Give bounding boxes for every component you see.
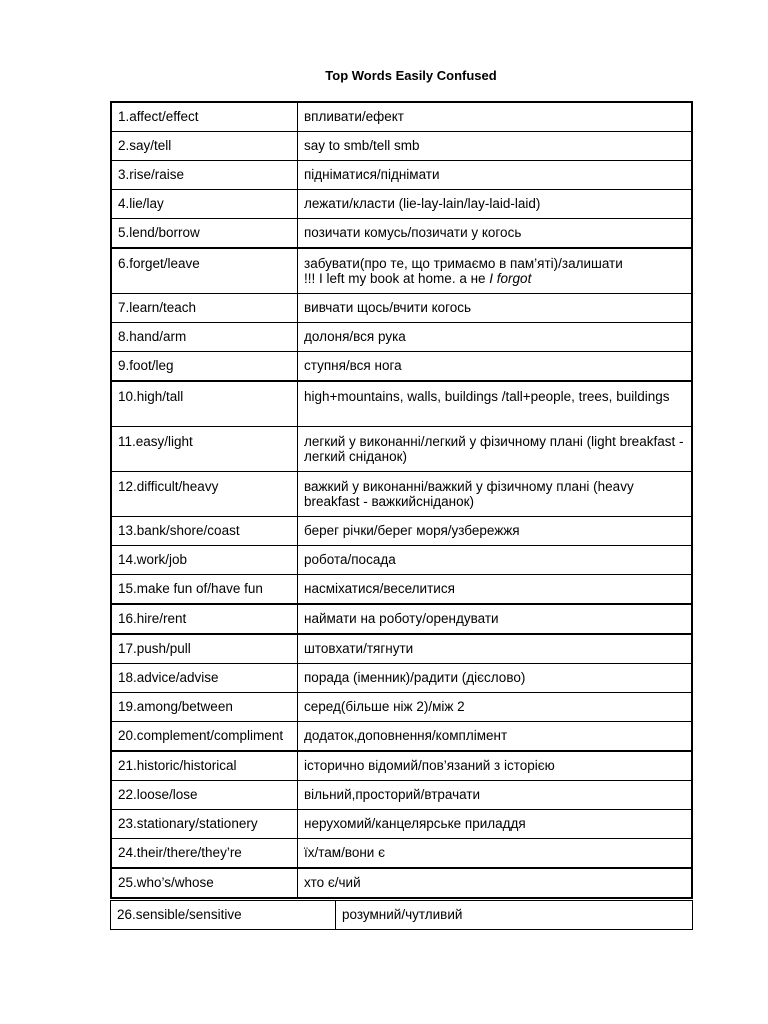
translation-cell: лежати/класти (lie-lay-lain/lay-laid-laid) <box>298 190 693 219</box>
word-cell: 3.rise/raise <box>111 161 298 190</box>
table-row <box>111 427 692 472</box>
translation-cell: high+mountains, walls, buildings /tall+people, trees, buildings <box>298 381 693 427</box>
translation-cell: берег річки/берег моря/узбережжя <box>298 517 693 546</box>
translation-cell: нерухомий/канцелярське приладдя <box>298 810 693 839</box>
word-cell: 19.among/between <box>111 693 298 722</box>
word-cell: 21.historic/historical <box>111 751 298 781</box>
table-row <box>111 781 692 810</box>
word-cell: 13.bank/shore/coast <box>111 517 298 546</box>
word-cell: 2.say/tell <box>111 132 298 161</box>
table-row <box>111 722 692 752</box>
translation-cell: вільний,просторий/втрачати <box>298 781 693 810</box>
table-row <box>111 472 692 517</box>
translation-cell: розумний/чутливий <box>336 901 693 930</box>
word-cell: 5.lend/borrow <box>111 219 298 249</box>
word-cell: 17.push/pull <box>111 634 298 664</box>
table-row <box>111 575 692 605</box>
table-row <box>111 839 692 869</box>
table-row <box>111 664 692 693</box>
word-cell: 25.who’s/whose <box>111 868 298 898</box>
word-cell: 12.difficult/heavy <box>111 472 298 517</box>
translation-cell: насміхатися/веселитися <box>298 575 693 605</box>
word-cell: 23.stationary/stationery <box>111 810 298 839</box>
table-row <box>111 517 692 546</box>
table-row <box>111 102 692 132</box>
words-table <box>110 101 693 899</box>
table-row <box>111 868 692 898</box>
word-cell: 26.sensible/sensitive <box>111 901 336 930</box>
translation-cell: позичати комусь/позичати у когось <box>298 219 693 249</box>
translation-cell: робота/посада <box>298 546 693 575</box>
table-row <box>111 901 693 930</box>
word-cell: 8.hand/arm <box>111 323 298 352</box>
translation-cell: штовхати/тягнути <box>298 634 693 664</box>
translation-cell: впливати/ефект <box>298 102 693 132</box>
table-row <box>111 323 692 352</box>
table-row <box>111 219 692 249</box>
document-title: Top Words Easily Confused <box>325 68 497 83</box>
word-cell: 7.learn/teach <box>111 294 298 323</box>
table-row <box>111 810 692 839</box>
translation-cell: важкий у виконанні/важкий у фізичному плані (heavy breakfast - важкийсніданок) <box>298 472 693 517</box>
table-row <box>111 381 692 427</box>
table-row <box>111 161 692 190</box>
translation-cell: долоня/вся рука <box>298 323 693 352</box>
table-row <box>111 248 692 294</box>
table-row <box>111 604 692 634</box>
word-cell: 14.work/job <box>111 546 298 575</box>
table-row <box>111 546 692 575</box>
translation-cell: легкий у виконанні/легкий у фізичному плані (light breakfast - легкий сніданок) <box>298 427 693 472</box>
word-cell: 1.affect/effect <box>111 102 298 132</box>
word-cell: 24.their/there/they’re <box>111 839 298 869</box>
translation-cell: хто є/чий <box>298 868 693 898</box>
translation-cell: історично відомий/пов’язаний з історією <box>298 751 693 781</box>
word-cell: 15.make fun of/have fun <box>111 575 298 605</box>
translation-cell: їх/там/вони є <box>298 839 693 869</box>
table-row <box>111 352 692 382</box>
word-cell: 11.easy/light <box>111 427 298 472</box>
table-row <box>111 751 692 781</box>
table-row <box>111 693 692 722</box>
word-cell: 9.foot/leg <box>111 352 298 382</box>
table-row <box>111 634 692 664</box>
translation-cell: вивчати щось/вчити когось <box>298 294 693 323</box>
table-row <box>111 294 692 323</box>
translation-text: забувати(про те, що тримаємо в пам’яті)/залишати <box>304 256 623 271</box>
translation-cell: підніматися/піднімати <box>298 161 693 190</box>
translation-cell: додаток,доповнення/комплімент <box>298 722 693 752</box>
word-cell: 18.advice/advise <box>111 664 298 693</box>
translation-cell: say to smb/tell smb <box>298 132 693 161</box>
translation-cell <box>298 248 693 294</box>
translation-note-italic: I forgot <box>489 271 532 286</box>
translation-cell: порада (іменник)/радити (дієслово) <box>298 664 693 693</box>
translation-cell: ступня/вся нога <box>298 352 693 382</box>
translation-cell: серед(більше ніж 2)/між 2 <box>298 693 693 722</box>
table-row <box>111 190 692 219</box>
translation-note: !!! I left my book at home. а не <box>304 271 490 286</box>
word-cell: 4.lie/lay <box>111 190 298 219</box>
word-cell: 6.forget/leave <box>111 248 298 294</box>
word-cell: 20.complement/compliment <box>111 722 298 752</box>
translation-cell: наймати на роботу/орендувати <box>298 604 693 634</box>
table-row <box>111 132 692 161</box>
word-cell: 10.high/tall <box>111 381 298 427</box>
word-cell: 22.loose/lose <box>111 781 298 810</box>
word-cell: 16.hire/rent <box>111 604 298 634</box>
extra-table <box>110 900 693 930</box>
